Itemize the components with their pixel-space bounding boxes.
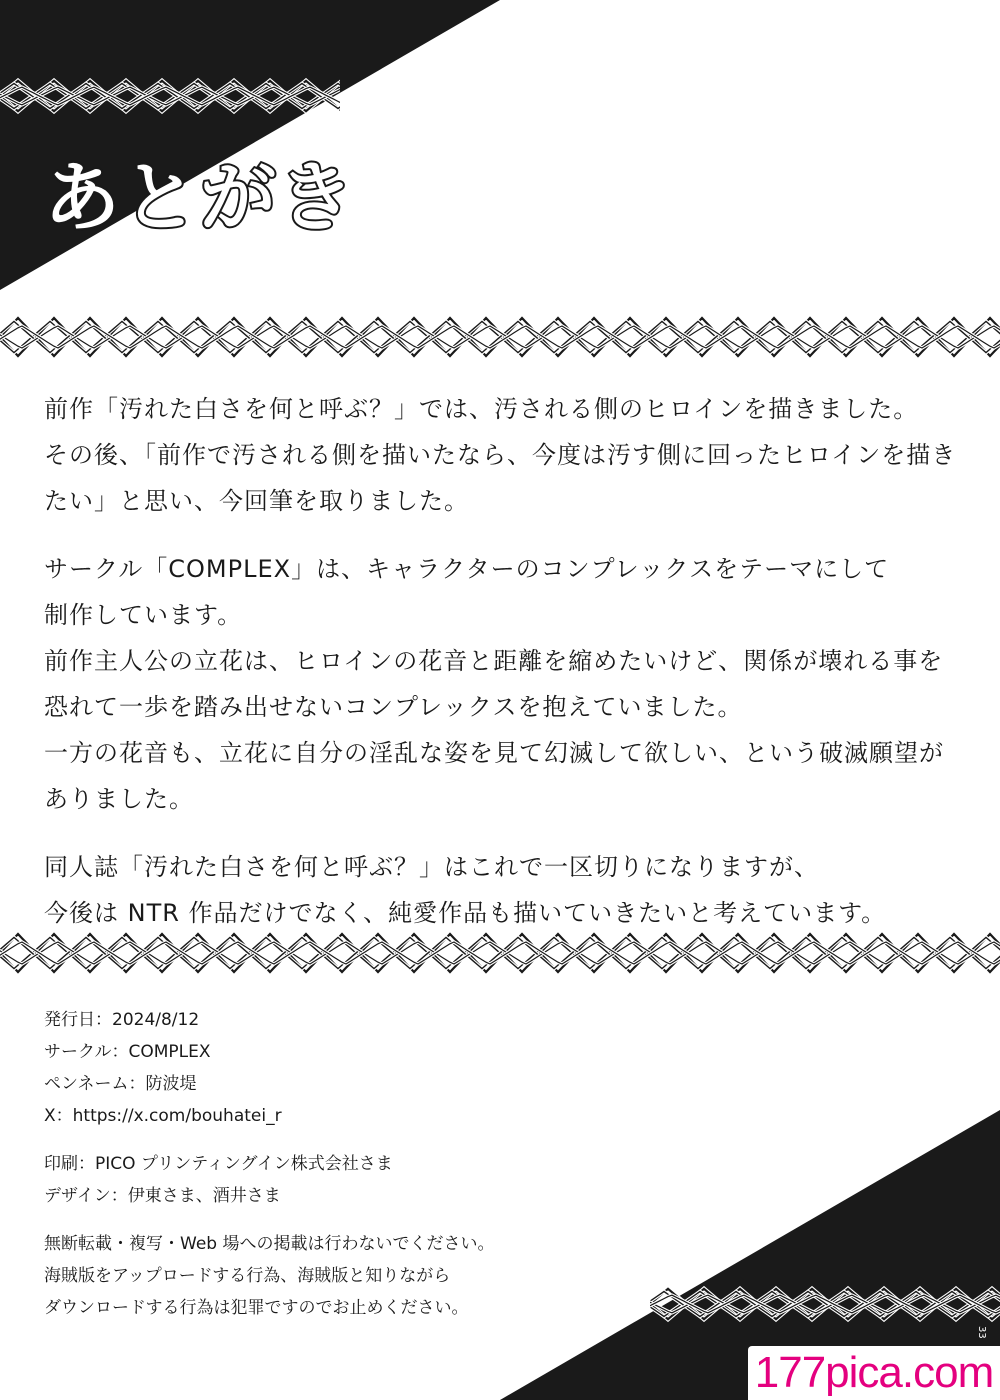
paragraph-3 [44,844,964,936]
text-line: 前作主人公の立花は、ヒロインの花音と距離を縮めたいけど、関係が壊れる事を [44,647,944,675]
top-left-triangle [0,0,500,290]
text-line: 一方の花音も、立花に自分の淫乱な姿を見て幻滅して欲しい、という破滅願望が [44,739,944,767]
text-line: たい」と思い、今回筆を取りました。 [44,487,469,515]
text-line: その後、「前作で汚される側を描いたなら、今度は汚す側に回ったヒロインを描き [44,441,957,469]
printer-credit: 印刷：PICO プリンティングイン株式会社さま [44,1154,393,1174]
page-number: 33 [976,1326,987,1339]
x-account: X：https://x.com/bouhatei_r [44,1106,282,1126]
text-line: 今後は NTR 作品だけでなく、純愛作品も描いていきたいと考えています。 [44,899,887,927]
publication-info [44,1004,664,1132]
text-line: 前作「汚れた白さを何と呼ぶ？」では、汚される側のヒロインを描きました。 [44,395,919,423]
paragraph-1 [44,386,964,524]
text-line: 恐れて一歩を踏み出せないコンプレックスを抱えていました。 [44,693,743,721]
circle-name: サークル：COMPLEX [44,1042,211,1062]
rope-ornament-divider-upper [0,312,1000,362]
design-credit: デザイン：伊東さま、酒井さま [44,1186,281,1206]
credits [44,1148,664,1212]
text-line: 制作しています。 [44,601,243,629]
text-line: ありました。 [44,785,194,813]
notice-line: ダウンロードする行為は犯罪ですのでお止めください。 [44,1298,469,1318]
text-line: サークル「COMPLEX」は、キャラクターのコンプレックスをテーマにして [44,555,890,583]
notice-line: 無断転載・複写・Web 場への掲載は行わないでください。 [44,1234,495,1254]
paragraph-2 [44,546,964,822]
page-title: あとがき [44,153,356,242]
pen-name: ペンネーム：防波堤 [44,1074,197,1094]
colophon [44,1004,664,1340]
afterword-body [44,386,964,958]
notice-line: 海賊版をアップロードする行為、海賊版と知りながら [44,1266,451,1286]
text-line: 同人誌「汚れた白さを何と呼ぶ？」はこれで一区切りになりますが、 [44,853,819,881]
copyright-notice [44,1228,664,1324]
watermark-text: 177pica.com [748,1346,1000,1400]
release-date: 発行日：2024/8/12 [44,1010,200,1030]
rope-ornament-top-left [0,76,340,116]
rope-ornament-bottom-right [650,1284,1000,1324]
